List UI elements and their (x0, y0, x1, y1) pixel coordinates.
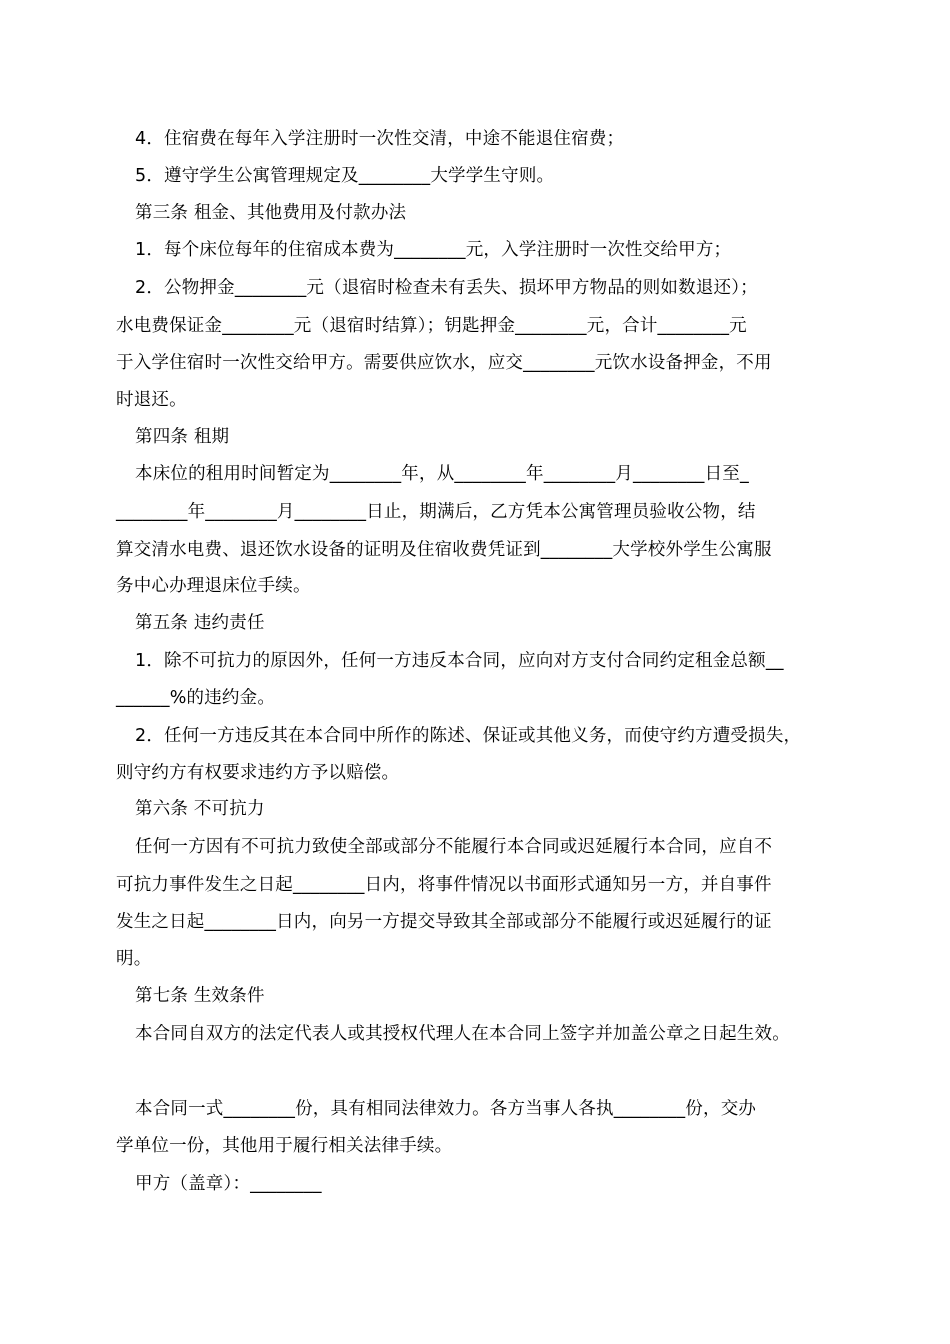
article-6-para-cont-2: 发生之日起________日内，向另一方提交导致其全部或部分不能履行或迟延履行的证 (116, 912, 772, 932)
article-5-item-2: 2．任何一方违反其在本合同中所作的陈述、保证或其他义务，而使守约方遭受损失， (135, 726, 802, 746)
article-5-item-2-cont: 则守约方有权要求违约方予以赔偿。 (116, 763, 400, 783)
copies-para: 本合同一式________份，具有相同法律效力。各方当事人各执________份，交办 (135, 1099, 757, 1119)
copies-para-cont: 学单位一份，其他用于履行相关法律手续。 (116, 1136, 453, 1156)
clause-3-item-5: 5．遵守学生公寓管理规定及________大学学生守则。 (135, 166, 555, 186)
article-5-item-1: 1．除不可抗力的原因外，任何一方违反本合同，应向对方支付合同约定租金总额__ (135, 651, 784, 671)
article-5-heading: 第五条 违约责任 (135, 613, 265, 633)
article-3-item-2-cont-2: 于入学住宿时一次性交给甲方。需要供应饮水，应交________元饮水设备押金，不用 (116, 353, 772, 373)
article-7-heading: 第七条 生效条件 (135, 986, 265, 1006)
article-7-para: 本合同自双方的法定代表人或其授权代理人在本合同上签字并加盖公章之日起生效。 (135, 1024, 790, 1044)
article-4-para-cont-3: 务中心办理退床位手续。 (116, 576, 311, 596)
article-6-heading: 第六条 不可抗力 (135, 799, 265, 819)
article-6-para-cont-3: 明。 (116, 949, 152, 969)
article-6-para-cont-1: 可抗力事件发生之日起________日内，将事件情况以书面形式通知另一方，并自事件 (116, 875, 772, 895)
article-3-item-2: 2．公物押金________元（退宿时检查未有丢失、损坏甲方物品的则如数退还）； (135, 278, 758, 298)
article-5-item-1-cont: ______%的违约金。 (116, 688, 276, 708)
article-4-para-cont-1: ________年________月________日止，期满后，乙方凭本公寓管理员验收公物，结 (116, 502, 756, 522)
article-3-heading: 第三条 租金、其他费用及付款办法 (135, 203, 407, 223)
article-3-item-1: 1．每个床位每年的住宿成本费为________元，入学注册时一次性交给甲方； (135, 240, 732, 260)
party-a-seal-line: 甲方（盖章）：________ (135, 1174, 322, 1194)
article-4-para-cont-2: 算交清水电费、退还饮水设备的证明及住宿收费凭证到________大学校外学生公寓服 (116, 540, 772, 560)
article-3-item-2-cont-1: 水电费保证金________元（退宿时结算）；钥匙押金________元，合计________元 (116, 316, 747, 336)
article-4-heading: 第四条 租期 (135, 427, 230, 447)
article-4-para: 本床位的租用时间暂定为________年，从________年________月________日至_ (135, 464, 749, 484)
clause-3-item-4: 4．住宿费在每年入学注册时一次性交清，中途不能退住宿费； (135, 129, 625, 149)
article-6-para: 任何一方因有不可抗力致使全部或部分不能履行本合同或迟延履行本合同，应自不 (135, 837, 773, 857)
article-3-item-2-cont-3: 时退还。 (116, 390, 187, 410)
